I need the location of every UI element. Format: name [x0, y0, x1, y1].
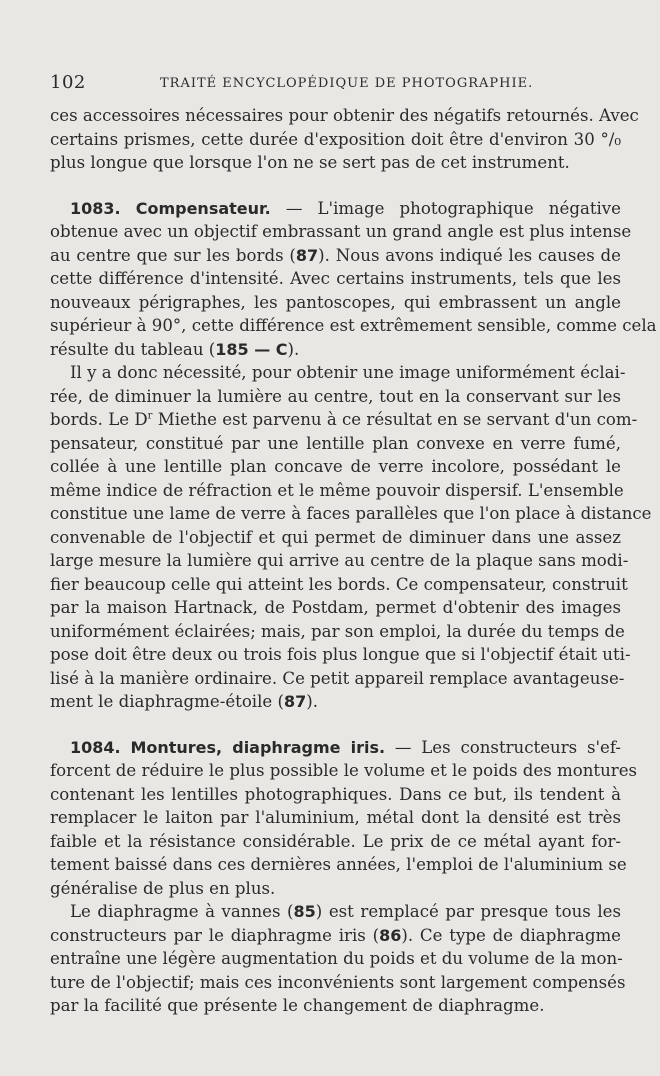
text-line: cette différence d'intensité. Avec certains instruments, tels que les: [50, 269, 621, 288]
text-line: remplacer le laiton par l'aluminium, métal dont la densité est très: [50, 808, 621, 827]
cross-reference: 87: [284, 692, 307, 711]
text-line: faible et la résistance considérable. Le prix de ce métal ayant for-: [50, 831, 621, 851]
text-line: résulte du tableau (185 — C).: [50, 339, 300, 359]
text-line: Le diaphragme à vannes (85) est remplacé par presque tous les: [70, 902, 621, 921]
section-1083-heading-line: 1083. Compensateur. — L'image photographique négative: [70, 198, 622, 218]
text-line: contenant les lentilles photographiques. Dans ce but, ils tendent à: [50, 784, 621, 804]
section-title: Compensateur.: [135, 198, 271, 218]
section-1084-heading-line: 1084. Montures, diaphragme iris. — Les constructeurs s'ef-: [70, 737, 622, 757]
text-line: constitue une lame de verre à faces parallèles que l'on place à distance: [50, 504, 652, 523]
text-line: convenable de l'objectif et qui permet de diminuer dans une assez: [50, 527, 621, 547]
text-line: au centre que sur les bords (87). Nous avons indiqué les causes de: [50, 245, 621, 265]
page-number: 102: [50, 72, 86, 93]
section-number: 1084.: [70, 737, 121, 757]
section-number: 1083.: [70, 198, 121, 218]
text-line: obtenue avec un objectif embrassant un grand angle est plus intense: [50, 222, 632, 241]
text-line: rée, de diminuer la lumière au centre, tout en la conservant sur les: [50, 386, 621, 406]
text-line: par la maison Hartnack, de Postdam, permet d'obtenir des images: [50, 598, 621, 617]
text-line: pensateur, constitué par une lentille plan convexe en verre fumé,: [50, 433, 621, 453]
section-title: Montures, diaphragme iris.: [130, 737, 386, 757]
running-title: TRAITÉ ENCYCLOPÉDIQUE DE PHOTOGRAPHIE.: [160, 76, 534, 91]
text-line: plus longue que lorsque l'on ne se sert pas de cet instrument.: [50, 153, 570, 172]
cross-reference: 85: [293, 902, 316, 921]
text-line: ture de l'objectif; mais ces inconvénients sont largement compensés: [50, 972, 626, 992]
cross-reference: 185 — C: [215, 339, 288, 359]
cross-reference: 86: [379, 925, 402, 945]
text-line: ces accessoires nécessaires pour obtenir des négatifs retournés. Avec: [50, 106, 639, 125]
text-line: même indice de réfraction et le même pouvoir dispersif. L'ensemble: [50, 480, 624, 500]
text-line: large mesure la lumière qui arrive au centre de la plaque sans modi-: [50, 551, 629, 570]
text-line: par la facilité que présente le changement de diaphragme.: [50, 996, 545, 1015]
text-line: fier beaucoup celle qui atteint les bords. Ce compensateur, construit: [50, 574, 628, 594]
text-line: collée à une lentille plan concave de verre incolore, possédant le: [50, 457, 621, 476]
text-line: pose doit être deux ou trois fois plus longue que si l'objectif était uti-: [50, 645, 631, 664]
page-header: [50, 72, 620, 96]
page-body: [50, 104, 657, 1018]
text-line: constructeurs par le diaphragme iris (86). Ce type de diaphragme: [50, 925, 622, 945]
text-line: supérieur à 90°, cette différence est extrêmement sensible, comme cela: [50, 316, 657, 335]
text-line: généralise de plus en plus.: [50, 878, 276, 898]
text-line: tement baissé dans ces dernières années, l'emploi de l'aluminium se: [50, 855, 627, 874]
text-line: certains prismes, cette durée d'exposition doit être d'environ 30 °/₀: [50, 129, 621, 149]
text-line: uniformément éclairées; mais, par son emploi, la durée du temps de: [50, 621, 625, 641]
text-line: nouveaux périgraphes, les pantoscopes, qui embrassent un angle: [50, 292, 621, 312]
text-line: ment le diaphragme-étoile (87).: [50, 692, 319, 711]
text-line: entraîne une légère augmentation du poids et du volume de la mon-: [50, 949, 623, 968]
text-line: forcent de réduire le plus possible le volume et le poids des montures: [50, 761, 638, 780]
cross-reference: 87: [295, 245, 319, 265]
text-line: bords. Le $D^r$ Miethe est parvenu à ce résultat en se servant d'un com-: [50, 410, 638, 429]
text-line: Il y a donc nécessité, pour obtenir une image uniformément éclai-: [70, 363, 626, 382]
text-line: lisé à la manière ordinaire. Ce petit appareil remplace avantageuse-: [50, 668, 625, 688]
